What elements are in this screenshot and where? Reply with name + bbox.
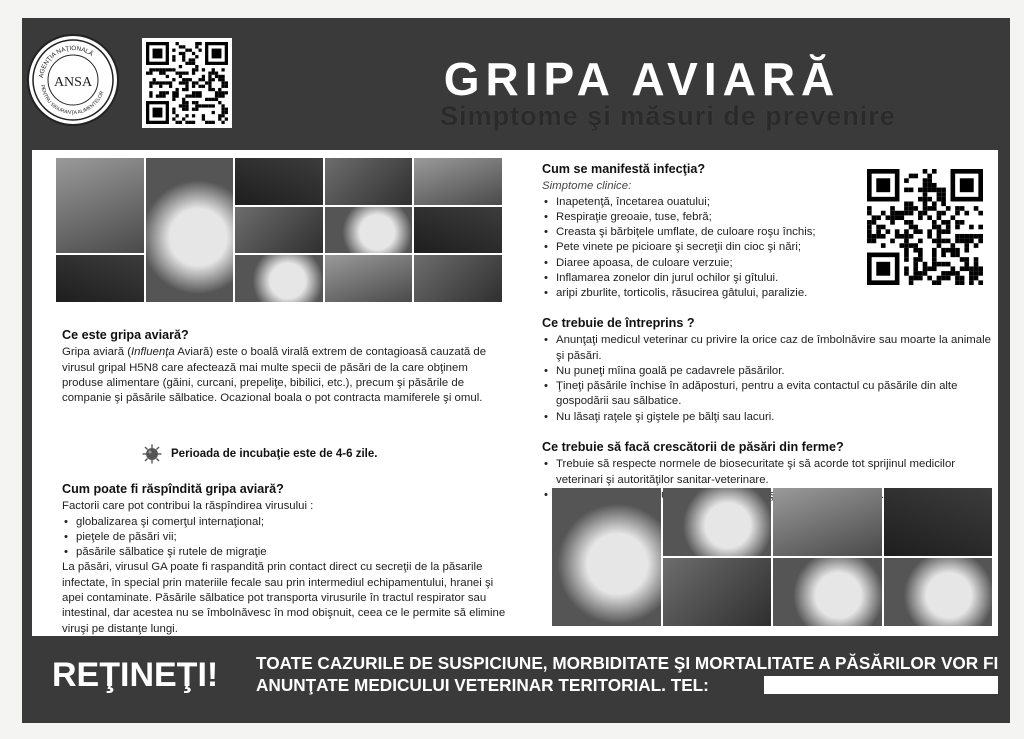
- section-farms-heading: Ce trebuie să facă crescătorii de păsări din ferme?: [542, 440, 844, 454]
- photo-collage-bottom: [552, 488, 992, 626]
- virus-icon: [142, 444, 162, 464]
- action-list: [542, 333, 992, 425]
- list-item: • pieţele de păsări vii;: [76, 530, 512, 545]
- list-item: • Inapetenţă, încetarea ouatului;: [556, 195, 852, 210]
- footer-notice: TOATE CAZURILE DE SUSPICIUNE, MORBIDITATE ŞI MORTALITATE A PĂSĂRILOR VOR FI ANUNŢATE MEDICULUI VETERINAR TERITORIAL. TEL:: [256, 653, 999, 695]
- section-spread-list: [62, 515, 512, 561]
- qr-code-icon[interactable]: [862, 164, 988, 290]
- list-item: • Trebuie să respecte normele de biosecuritate şi să acorde tot sprijinul medicilor veterinari şi autorităţilor sanitar-veterinare.: [556, 457, 992, 488]
- list-item: • Inflamarea zonelor din jurul ochilor şi gîtului.: [556, 271, 852, 286]
- section-symptoms-subheading: Simptome clinice:: [542, 180, 632, 193]
- section-action: [542, 316, 992, 425]
- poster: [22, 18, 1010, 723]
- photo-collage-top: [56, 158, 502, 302]
- section-spread-body: La păsări, virusul GA poate fi raspandită prin contact direct cu secreţii de la păsarile infectate, în special prin materiile fecale sau prin intermediul echipamentului, hranei şi apei contaminate. Păsările sălbatice pot transporta virusurile în tractul respirator sau intestinal, dar acestea nu se îmbolnăvesc în mod obişnuit, ceea ce le permite să elimine viruşi pe distanţe lungi.: [62, 561, 506, 635]
- section-spread-heading: Cum poate fi răspîndită gripa aviară?: [62, 482, 284, 496]
- section-symptoms-heading: Cum se manifestă infecţia?: [542, 162, 706, 176]
- logo-mark: ANSA: [53, 75, 93, 90]
- footer-banner: [22, 644, 1010, 723]
- list-item: • Respiraţie greoaie, tuse, febră;: [556, 210, 852, 225]
- symptoms-list: [542, 195, 852, 302]
- list-item: • globalizarea şi comerţul internaţional;: [76, 515, 512, 530]
- list-item: • Nu puneţi mîina goală pe cadavrele păsărilor.: [556, 364, 992, 379]
- section-action-heading: Ce trebuie de întreprins ?: [542, 316, 695, 330]
- list-item: • Diaree apoasa, de culoare verzuie;: [556, 256, 852, 271]
- section-symptoms: [542, 162, 852, 302]
- section-spread-intro: Factorii care pot contribui la răspîndirea virusului :: [62, 500, 314, 513]
- incubation-text: Perioada de incubaţie este de 4-6 zile.: [171, 448, 378, 460]
- svg-text:AGENŢIA NAŢIONALĂ: AGENŢIA NAŢIONALĂ: [38, 44, 95, 79]
- poster-title: GRIPA AVIARĂ: [443, 53, 841, 105]
- svg-text:PENTRU SIGURANŢA ALIMENTELOR: PENTRU SIGURANŢA ALIMENTELOR: [39, 84, 106, 117]
- section-spread: [62, 482, 512, 637]
- list-item: • Pete vinete pe picioare şi secreţii din cioc şi nări;: [556, 240, 852, 255]
- qr-code-icon[interactable]: [142, 38, 232, 128]
- list-item: • Nu lăsaţi raţele şi giştele pe bălţi sau lacuri.: [556, 410, 992, 425]
- poster-subtitle: Simptome şi măsuri de prevenire: [440, 101, 896, 131]
- tel-field[interactable]: [764, 676, 998, 694]
- list-item: • păsările sălbatice şi rutele de migraţie: [76, 545, 512, 560]
- section-what: [62, 328, 512, 406]
- list-item: • Ţineţi păsările închise în adăposturi, pentru a evita contactul cu păsările din alte gospodării sau sălbatice.: [556, 379, 992, 410]
- list-item: • aripi zburlite, torticolis, răsucirea gâtului, paralizie.: [556, 286, 852, 301]
- section-what-body: Gripa aviară (Influenţa Aviară) este o boală virală extrem de contagioasă cauzată de virusul gripal H5N8 care afectează mai multe specii de păsări de la care obţinem produse alimentare (găini, curcani, prepeliţe, bibilici, etc.), precum şi păsările de companie şi păsările sălbatice. Ocazional boala o pot contracta mamiferele şi omul.: [62, 346, 487, 405]
- incubation-note: [142, 444, 377, 464]
- content-panel: [32, 150, 998, 636]
- section-what-heading: Ce este gripa aviară?: [62, 328, 189, 342]
- list-item: • Creasta şi bărbiţele umflate, de culoare roşu închis;: [556, 225, 852, 240]
- list-item: • Anunţaţi medicul veterinar cu privire la orice caz de îmbolnăvire sau moarte la animale şi păsări.: [556, 333, 992, 364]
- retineti-label: REŢINEŢI!: [52, 656, 219, 694]
- ansa-logo-icon: [27, 34, 119, 126]
